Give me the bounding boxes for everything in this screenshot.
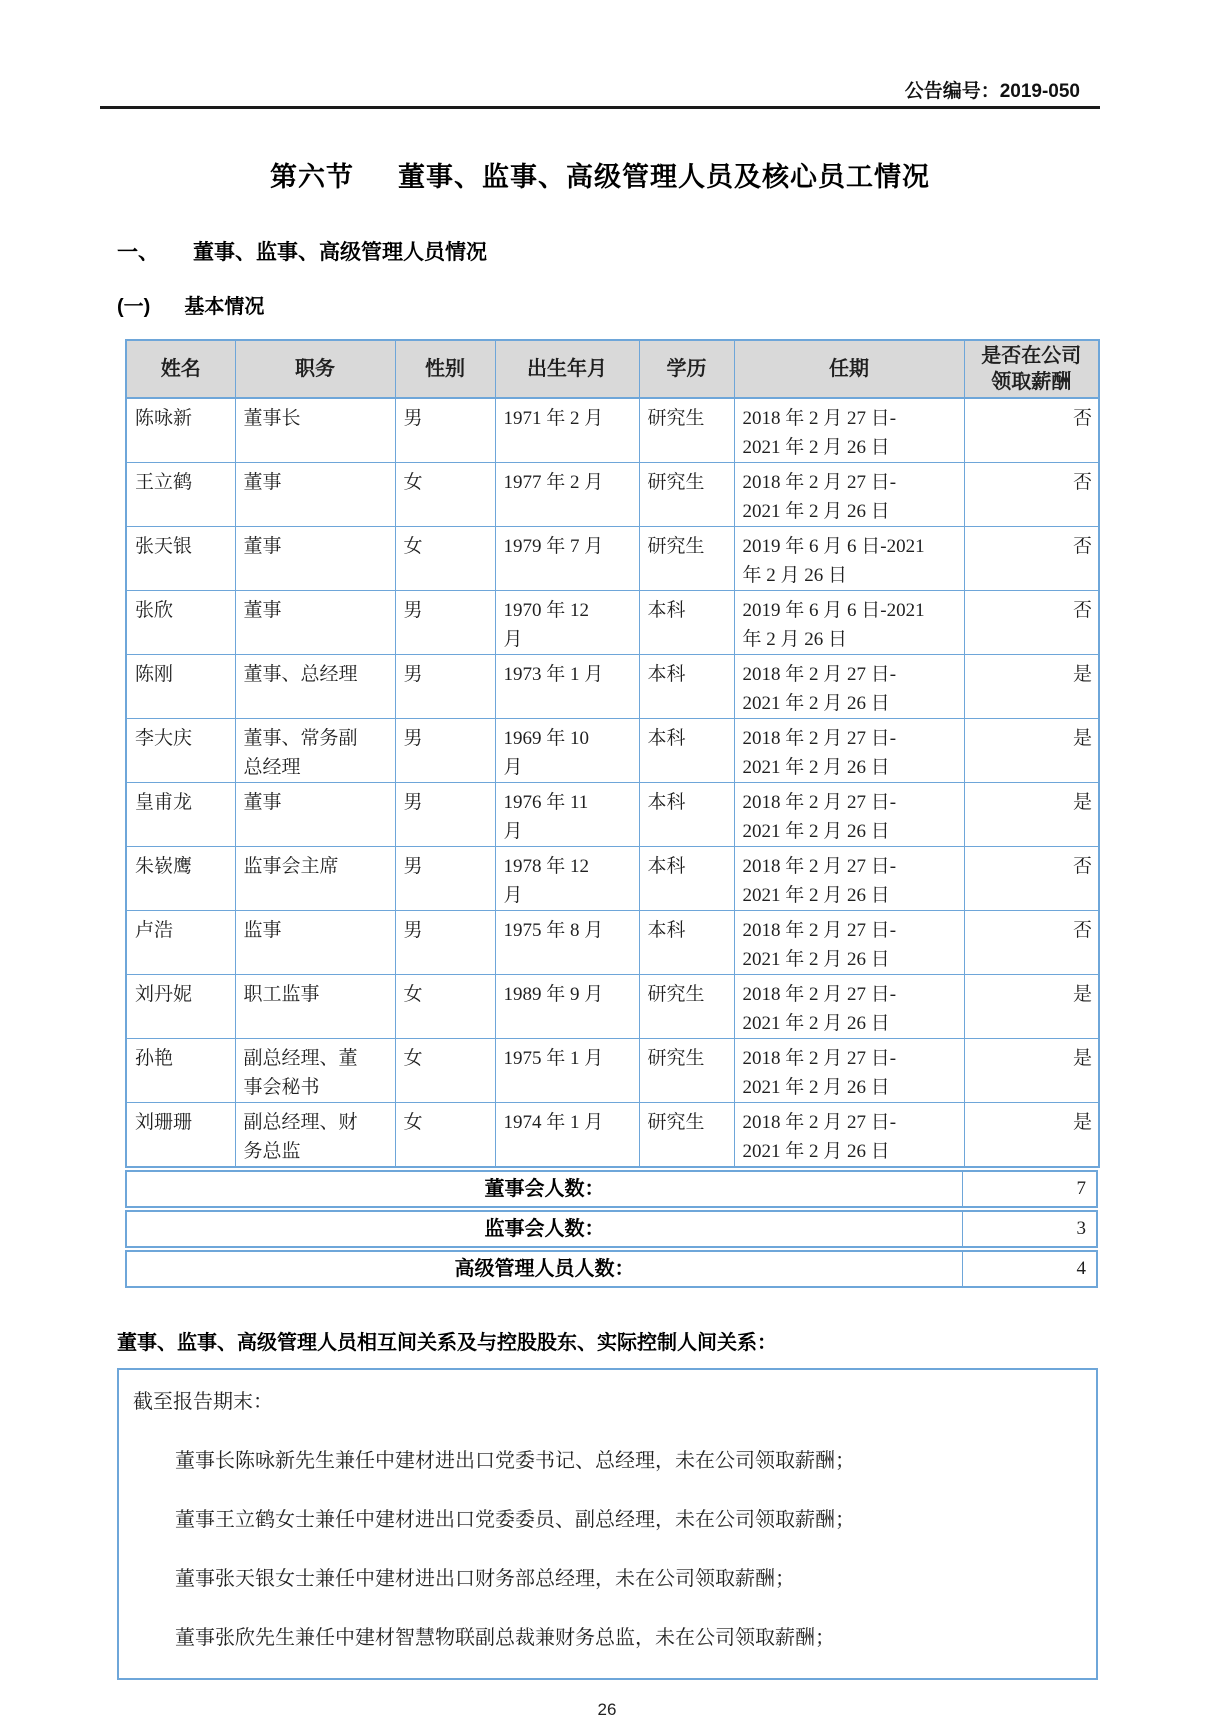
term-line2: 2021 年 2 月 26 日 — [742, 1077, 890, 1098]
cell-education: 本科 — [639, 719, 734, 783]
cell-salary: 是 — [964, 719, 1099, 783]
cell-salary: 否 — [964, 398, 1099, 463]
term-line1: 2018 年 2 月 27 日- — [742, 984, 897, 1005]
birth-line1: 1989 年 9 月 — [503, 984, 604, 1005]
cell-salary: 是 — [964, 1039, 1099, 1103]
col-header-term: 任期 — [734, 340, 964, 398]
birth-line2: 月 — [503, 885, 523, 906]
cell-education: 本科 — [639, 655, 734, 719]
term-line2: 2021 年 2 月 26 日 — [742, 757, 890, 778]
section-number: 第六节 — [270, 162, 354, 192]
cell-gender: 男 — [395, 398, 495, 463]
page-title — [0, 155, 1200, 194]
cell-name: 卢浩 — [126, 911, 235, 975]
relations-intro: 截至报告期末： — [133, 1391, 273, 1413]
table-row — [126, 591, 1099, 655]
summary-value: 3 — [1076, 1218, 1086, 1239]
cell-position — [235, 398, 395, 463]
cell-birth — [495, 975, 639, 1039]
cell-birth — [495, 1039, 639, 1103]
table-row — [126, 1103, 1099, 1168]
position-line1: 监事会主席 — [243, 856, 339, 877]
cell-birth — [495, 655, 639, 719]
header-rule — [100, 106, 1100, 109]
col-header-position: 职务 — [235, 340, 395, 398]
cell-term — [734, 911, 964, 975]
term-line1: 2018 年 2 月 27 日- — [742, 472, 897, 493]
doc-header — [100, 76, 1100, 102]
cell-name: 刘珊珊 — [126, 1103, 235, 1168]
section-heading — [117, 236, 1200, 266]
cell-gender: 男 — [395, 911, 495, 975]
cell-salary: 是 — [964, 975, 1099, 1039]
table-row — [126, 847, 1099, 911]
cell-position — [235, 1103, 395, 1168]
term-line2: 年 2 月 26 日 — [742, 629, 848, 650]
summary-row-supervisor-count — [125, 1210, 1098, 1248]
cell-position — [235, 847, 395, 911]
table-row — [126, 783, 1099, 847]
cell-term — [734, 398, 964, 463]
position-line1: 副总经理、董 — [243, 1048, 358, 1069]
cell-position — [235, 719, 395, 783]
cell-name: 皇甫龙 — [126, 783, 235, 847]
cell-name: 陈咏新 — [126, 398, 235, 463]
position-line2: 总经理 — [243, 757, 301, 778]
term-line2: 2021 年 2 月 26 日 — [742, 1013, 890, 1034]
cell-education: 研究生 — [639, 463, 734, 527]
cell-position — [235, 975, 395, 1039]
section-heading-text: 董事、监事、高级管理人员情况 — [193, 241, 487, 264]
term-line1: 2018 年 2 月 27 日- — [742, 920, 897, 941]
birth-line2: 月 — [503, 629, 523, 650]
cell-birth — [495, 847, 639, 911]
position-line1: 董事 — [243, 792, 282, 813]
col-header-name: 姓名 — [126, 340, 235, 398]
term-line1: 2018 年 2 月 27 日- — [742, 1048, 897, 1069]
cell-position — [235, 911, 395, 975]
cell-gender: 女 — [395, 975, 495, 1039]
col-header-birth: 出生年月 — [495, 340, 639, 398]
col-header-salary-line1: 是否在公司 — [981, 345, 1082, 367]
cell-education: 研究生 — [639, 1039, 734, 1103]
cell-name: 刘丹妮 — [126, 975, 235, 1039]
cell-name: 王立鹤 — [126, 463, 235, 527]
table-row — [126, 911, 1099, 975]
cell-salary: 否 — [964, 527, 1099, 591]
cell-name: 孙艳 — [126, 1039, 235, 1103]
term-line2: 2021 年 2 月 26 日 — [742, 501, 890, 522]
cell-term — [734, 783, 964, 847]
term-line2: 2021 年 2 月 26 日 — [742, 437, 890, 458]
cell-position — [235, 1039, 395, 1103]
relations-item: 董事长陈咏新先生兼任中建材进出口党委书记、总经理，未在公司领取薪酬； — [175, 1450, 855, 1472]
term-line1: 2018 年 2 月 27 日- — [742, 792, 897, 813]
cell-term — [734, 1103, 964, 1168]
position-line1: 副总经理、财 — [243, 1112, 358, 1133]
col-header-salary — [964, 340, 1099, 398]
cell-salary: 否 — [964, 591, 1099, 655]
table-row — [126, 463, 1099, 527]
cell-gender: 女 — [395, 1039, 495, 1103]
cell-position — [235, 463, 395, 527]
term-line2: 2021 年 2 月 26 日 — [742, 1141, 890, 1162]
cell-term — [734, 1039, 964, 1103]
position-line1: 董事 — [243, 472, 282, 493]
cell-gender: 女 — [395, 1103, 495, 1168]
term-line1: 2018 年 2 月 27 日- — [742, 728, 897, 749]
summary-label: 高级管理人员人数： — [127, 1252, 963, 1286]
cell-name: 陈刚 — [126, 655, 235, 719]
cell-birth — [495, 783, 639, 847]
cell-salary: 否 — [964, 911, 1099, 975]
position-line1: 董事长 — [243, 408, 301, 429]
summary-label: 董事会人数： — [127, 1172, 963, 1206]
cell-term — [734, 655, 964, 719]
term-line1: 2019 年 6 月 6 日-2021 — [742, 600, 925, 621]
term-line2: 2021 年 2 月 26 日 — [742, 821, 890, 842]
cell-salary: 是 — [964, 655, 1099, 719]
table-row — [126, 975, 1099, 1039]
page-number: 26 — [597, 1700, 617, 1719]
section-heading-number: 一、 — [117, 241, 159, 264]
position-line1: 董事、常务副 — [243, 728, 358, 749]
cell-education: 本科 — [639, 783, 734, 847]
birth-line1: 1973 年 1 月 — [503, 664, 604, 685]
cell-name: 张天银 — [126, 527, 235, 591]
cell-gender: 男 — [395, 783, 495, 847]
birth-line2: 月 — [503, 821, 523, 842]
summary-row-senior-mgmt-count — [125, 1250, 1098, 1288]
table-row — [126, 398, 1099, 463]
announcement-number: 公告编号：2019-050 — [904, 81, 1080, 102]
term-line2: 2021 年 2 月 26 日 — [742, 885, 890, 906]
term-line1: 2018 年 2 月 27 日- — [742, 664, 897, 685]
birth-line2: 月 — [503, 757, 523, 778]
cell-birth — [495, 463, 639, 527]
term-line1: 2018 年 2 月 27 日- — [742, 1112, 897, 1133]
cell-term — [734, 719, 964, 783]
position-line1: 董事 — [243, 600, 282, 621]
birth-line1: 1975 年 8 月 — [503, 920, 604, 941]
relations-box — [117, 1368, 1098, 1680]
cell-gender: 女 — [395, 527, 495, 591]
relations-heading: 董事、监事、高级管理人员相互间关系及与控股股东、实际控制人间关系： — [117, 1332, 777, 1354]
birth-line1: 1974 年 1 月 — [503, 1112, 604, 1133]
cell-salary: 否 — [964, 463, 1099, 527]
cell-name: 李大庆 — [126, 719, 235, 783]
cell-birth — [495, 719, 639, 783]
table-row — [126, 655, 1099, 719]
summary-label: 监事会人数： — [127, 1212, 963, 1246]
position-line1: 职工监事 — [243, 984, 320, 1005]
term-line2: 年 2 月 26 日 — [742, 565, 848, 586]
cell-education: 研究生 — [639, 398, 734, 463]
cell-name: 张欣 — [126, 591, 235, 655]
cell-education: 本科 — [639, 911, 734, 975]
cell-salary: 否 — [964, 847, 1099, 911]
summary-value: 4 — [1076, 1258, 1086, 1279]
summary-row-board-count — [125, 1170, 1098, 1208]
cell-salary: 是 — [964, 783, 1099, 847]
cell-education: 研究生 — [639, 1103, 734, 1168]
col-header-gender: 性别 — [395, 340, 495, 398]
position-line1: 董事、总经理 — [243, 664, 358, 685]
birth-line1: 1979 年 7 月 — [503, 536, 604, 557]
cell-gender: 女 — [395, 463, 495, 527]
cell-position — [235, 527, 395, 591]
cell-education: 本科 — [639, 847, 734, 911]
cell-term — [734, 591, 964, 655]
cell-education: 研究生 — [639, 527, 734, 591]
birth-line1: 1978 年 12 — [503, 856, 590, 877]
position-line2: 事会秘书 — [243, 1077, 320, 1098]
table-row — [126, 719, 1099, 783]
term-line2: 2021 年 2 月 26 日 — [742, 693, 890, 714]
cell-birth — [495, 591, 639, 655]
cell-term — [734, 527, 964, 591]
cell-name: 朱嵚鹰 — [126, 847, 235, 911]
cell-birth — [495, 398, 639, 463]
subsection-heading — [117, 290, 1200, 319]
term-line2: 2021 年 2 月 26 日 — [742, 949, 890, 970]
table-header-row — [126, 340, 1099, 398]
col-header-salary-line2: 领取薪酬 — [991, 371, 1072, 393]
summary-value: 7 — [1076, 1178, 1086, 1199]
cell-term — [734, 847, 964, 911]
cell-birth — [495, 1103, 639, 1168]
cell-education: 本科 — [639, 591, 734, 655]
position-line1: 监事 — [243, 920, 282, 941]
term-line1: 2019 年 6 月 6 日-2021 — [742, 536, 925, 557]
position-line2: 务总监 — [243, 1141, 301, 1162]
cell-birth — [495, 911, 639, 975]
cell-position — [235, 591, 395, 655]
relations-item: 董事张天银女士兼任中建材进出口财务部总经理，未在公司领取薪酬； — [175, 1568, 795, 1590]
table-row — [126, 1039, 1099, 1103]
col-header-education: 学历 — [639, 340, 734, 398]
birth-line1: 1970 年 12 — [503, 600, 590, 621]
cell-birth — [495, 527, 639, 591]
relations-item: 董事王立鹤女士兼任中建材进出口党委委员、副总经理，未在公司领取薪酬； — [175, 1509, 855, 1531]
cell-gender: 男 — [395, 655, 495, 719]
birth-line1: 1977 年 2 月 — [503, 472, 604, 493]
cell-term — [734, 975, 964, 1039]
cell-education: 研究生 — [639, 975, 734, 1039]
cell-salary: 是 — [964, 1103, 1099, 1168]
section-title: 董事、监事、高级管理人员及核心员工情况 — [398, 162, 930, 192]
table-row — [126, 527, 1099, 591]
term-line1: 2018 年 2 月 27 日- — [742, 856, 897, 877]
subsection-heading-text: 基本情况 — [184, 296, 265, 318]
subsection-heading-number: (一) — [117, 296, 151, 318]
cell-position — [235, 783, 395, 847]
birth-line1: 1969 年 10 — [503, 728, 590, 749]
term-line1: 2018 年 2 月 27 日- — [742, 408, 897, 429]
cell-position — [235, 655, 395, 719]
cell-term — [734, 463, 964, 527]
cell-gender: 男 — [395, 719, 495, 783]
cell-gender: 男 — [395, 591, 495, 655]
birth-line1: 1971 年 2 月 — [503, 408, 604, 429]
cell-gender: 男 — [395, 847, 495, 911]
relations-item: 董事张欣先生兼任中建材智慧物联副总裁兼财务总监，未在公司领取薪酬； — [175, 1627, 835, 1649]
birth-line1: 1975 年 1 月 — [503, 1048, 604, 1069]
officers-table — [125, 339, 1100, 1168]
birth-line1: 1976 年 11 — [503, 792, 589, 813]
position-line1: 董事 — [243, 536, 282, 557]
